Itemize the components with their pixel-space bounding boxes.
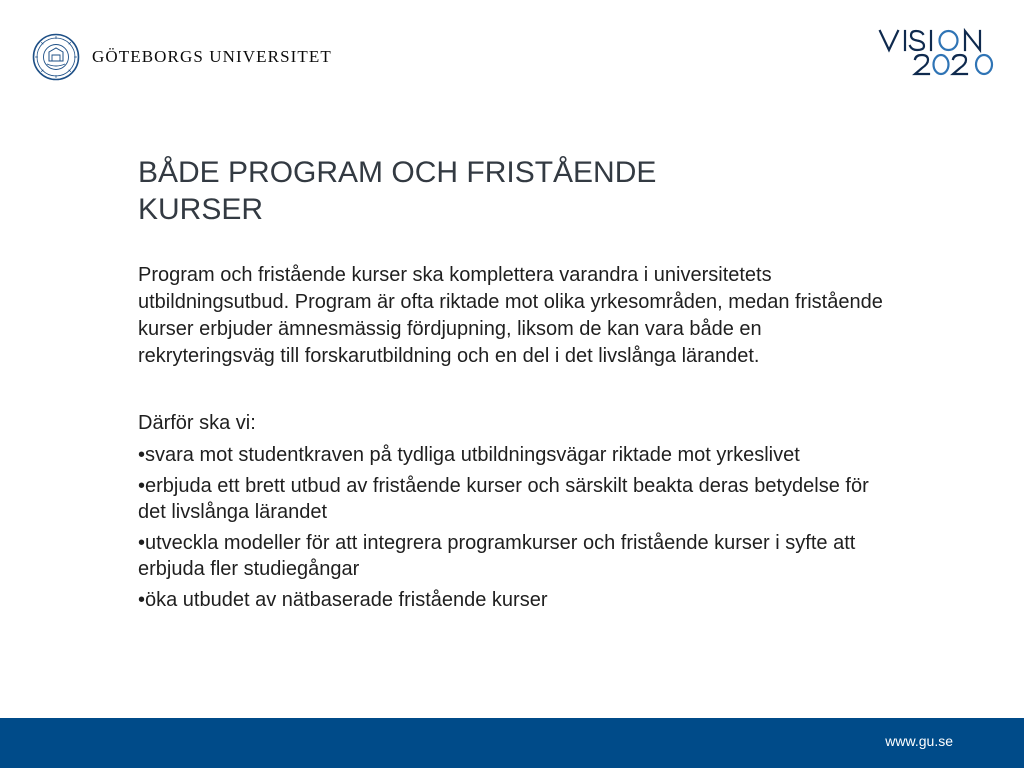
slide-title: BÅDE PROGRAM OCH FRISTÅENDE KURSER xyxy=(138,156,657,226)
footer-url: www.gu.se xyxy=(885,733,953,749)
lead-text: Därför ska vi: xyxy=(138,412,256,434)
slide-body xyxy=(138,262,898,618)
vision-2020-logo xyxy=(878,28,1006,82)
footer-bar xyxy=(0,718,1024,768)
bullet-list xyxy=(138,442,898,613)
bullet-item: •erbjuda ett brett utbud av fristående kurser och särskilt beakta deras betydelse för det livslånga lärandet xyxy=(138,475,869,523)
bullet-item: •öka utbudet av nätbaserade fristående kurser xyxy=(138,589,548,611)
university-seal-icon xyxy=(32,33,80,81)
gu-logo xyxy=(32,33,332,81)
bullet-item: •svara mot studentkraven på tydliga utbildningsvägar riktade mot yrkeslivet xyxy=(138,444,800,466)
university-name: GÖTEBORGS UNIVERSITET xyxy=(92,47,332,66)
intro-paragraph: Program och fristående kurser ska komplettera varandra i universitetets utbildningsutbud. Program är ofta riktade mot olika yrkesområden, medan fristående kurser erbjuder ämnesmässig fördjupning, liksom de kan vara både en rekryteringsväg till forskarutbildning och en del i det livslånga lärandet. xyxy=(138,264,883,367)
bullet-item: •utveckla modeller för att integrera programkurser och fristående kurser i syfte att erbjuda fler studiegångar xyxy=(138,532,856,580)
